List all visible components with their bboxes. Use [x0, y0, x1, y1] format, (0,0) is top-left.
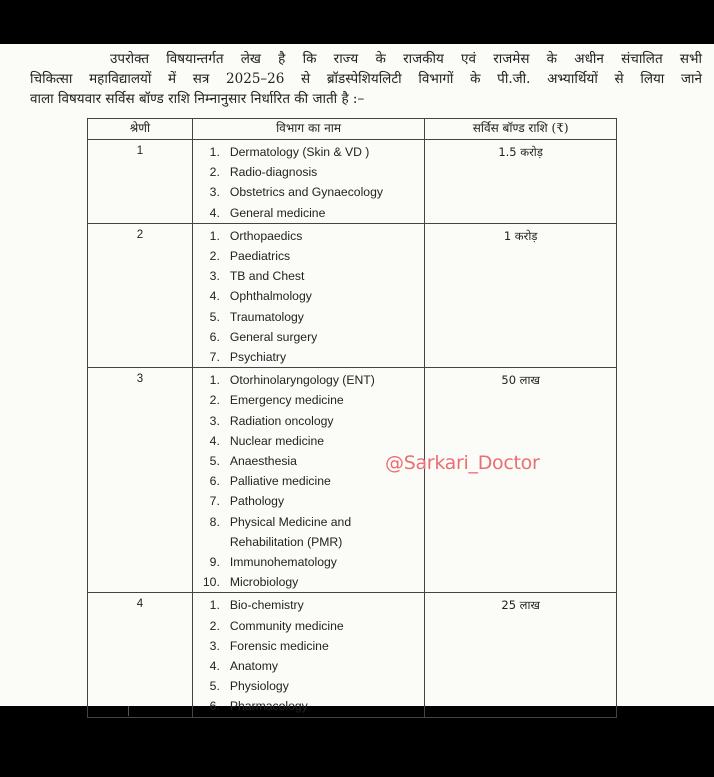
department-number: 6.	[209, 329, 220, 344]
department-name: Traumatology	[229, 309, 304, 324]
category-cell: 4	[88, 593, 193, 717]
paragraph-line-3: वाला विषयवार सर्विस बॉण्ड राशि निम्नानुसार निर्धारित की जाती है :–	[30, 91, 365, 107]
department-item	[193, 471, 424, 491]
department-item	[193, 411, 424, 431]
department-name: Anaesthesia	[229, 454, 297, 469]
department-number: 10.	[202, 575, 220, 590]
department-item	[193, 203, 424, 223]
departments-cell	[192, 223, 424, 367]
department-item	[193, 182, 424, 202]
department-number: 2.	[209, 393, 220, 408]
department-name: Bio-chemistry	[229, 598, 304, 613]
department-name: Radio-diagnosis	[229, 165, 318, 180]
department-name: Physiology	[229, 679, 289, 694]
department-name: Physical Medicine and	[229, 514, 352, 529]
department-name: Radiation oncology	[229, 413, 334, 428]
department-number: 2.	[209, 618, 220, 633]
department-item	[193, 552, 424, 572]
department-item	[193, 347, 424, 367]
department-number: 1.	[209, 373, 220, 388]
department-number: 1.	[209, 145, 220, 159]
department-item	[193, 307, 424, 327]
department-item	[193, 286, 424, 306]
department-name: Pathology	[229, 494, 285, 509]
department-number: 7.	[209, 350, 220, 365]
department-number: 3.	[209, 413, 220, 428]
service-bond-table	[87, 118, 617, 718]
department-number: 8.	[209, 514, 220, 529]
department-number: 4.	[209, 659, 220, 674]
department-name: Paediatrics	[229, 249, 291, 264]
department-item	[193, 491, 424, 511]
department-name: Palliative medicine	[229, 474, 331, 489]
department-name: Forensic medicine	[229, 638, 329, 653]
table-row	[88, 223, 617, 367]
department-name: Community medicine	[229, 618, 344, 633]
department-item	[193, 226, 424, 246]
departments-cell	[192, 368, 424, 593]
department-item	[193, 656, 424, 676]
department-number: 6.	[209, 699, 220, 714]
department-name: Ophthalmology	[229, 289, 312, 304]
paragraph-line-2: चिकित्सा महाविद्यालयों में सत्र 2025–26 से ब्रॉडस्पेशियलिटी विभागों के पी.जी. अभ्यार्थियों से लिया जाने	[30, 71, 702, 87]
department-number	[193, 532, 230, 552]
department-number: 4.	[209, 205, 220, 220]
intro-paragraph	[30, 49, 702, 109]
table-row	[88, 593, 617, 717]
department-item	[193, 696, 424, 716]
departments-cell	[192, 593, 424, 717]
department-item	[193, 572, 424, 592]
department-number: 6.	[209, 474, 220, 489]
department-name: General surgery	[229, 329, 318, 344]
department-name: Immunohematology	[229, 555, 337, 570]
department-number: 2.	[209, 249, 220, 264]
department-number: 4.	[209, 433, 220, 448]
department-item	[193, 142, 424, 162]
department-number: 7.	[209, 494, 220, 509]
department-name: Rehabilitation (PMR)	[229, 534, 343, 549]
department-number: 4.	[209, 289, 220, 304]
department-list	[193, 224, 424, 367]
department-number: 3.	[209, 638, 220, 653]
department-item	[193, 676, 424, 696]
department-list	[193, 140, 424, 223]
department-item	[193, 246, 424, 266]
department-number: 3.	[209, 185, 220, 200]
department-number: 5.	[209, 454, 220, 469]
department-number: 5.	[209, 309, 220, 324]
department-number: 3.	[209, 269, 220, 284]
department-name: Microbiology	[229, 575, 299, 590]
department-name: Dermatology (Skin & VD )	[229, 145, 370, 159]
department-item	[193, 616, 424, 636]
department-item	[193, 390, 424, 410]
category-cell: 2	[88, 223, 193, 367]
department-number: 5.	[209, 679, 220, 694]
department-name: Psychiatry	[229, 350, 287, 365]
table-line-remnant	[128, 706, 129, 716]
table-header-row	[88, 119, 617, 140]
table-row	[88, 368, 617, 593]
department-item	[193, 162, 424, 182]
department-item	[193, 431, 424, 451]
department-item	[193, 327, 424, 347]
department-item	[193, 266, 424, 286]
header-category: श्रेणी	[88, 119, 193, 140]
department-number: 1.	[209, 228, 220, 243]
department-number: 1.	[209, 598, 220, 613]
department-name: TB and Chest	[229, 269, 305, 284]
department-list	[193, 593, 424, 716]
department-list	[193, 368, 424, 592]
department-name: General medicine	[229, 205, 326, 220]
department-number: 9.	[209, 555, 220, 570]
department-name: Anatomy	[229, 659, 278, 674]
department-number: 2.	[209, 165, 220, 180]
category-cell: 3	[88, 368, 193, 593]
paragraph-line-1: उपरोक्त विषयान्तर्गत लेख है कि राज्य के राजकीय एवं राजमेस के अधीन संचालित सभी	[110, 51, 702, 67]
department-name: Otorhinolaryngology (ENT)	[229, 373, 375, 388]
department-item	[193, 595, 424, 615]
bond-amount-cell: 50 लाख	[425, 368, 617, 593]
bond-amount-cell: 25 लाख	[425, 593, 617, 717]
document-page	[0, 44, 714, 714]
bond-amount-cell: 1.5 करोड़	[425, 140, 617, 224]
department-item	[193, 532, 424, 552]
department-name: Pharmacology	[229, 699, 308, 714]
header-amount: सर्विस बॉण्ड राशि (₹)	[425, 119, 617, 140]
department-name: Orthopaedics	[229, 228, 303, 243]
department-item	[193, 512, 424, 532]
department-name: Emergency medicine	[229, 393, 344, 408]
department-item	[193, 370, 424, 390]
department-name: Obstetrics and Gynaecology	[229, 185, 383, 200]
department-item	[193, 636, 424, 656]
header-department: विभाग का नाम	[192, 119, 424, 140]
category-cell: 1	[88, 140, 193, 224]
departments-cell	[192, 140, 424, 224]
table-row	[88, 140, 617, 224]
bond-amount-cell: 1 करोड़	[425, 223, 617, 367]
department-name: Nuclear medicine	[229, 433, 324, 448]
watermark-text: @Sarkari_Doctor	[385, 452, 540, 474]
